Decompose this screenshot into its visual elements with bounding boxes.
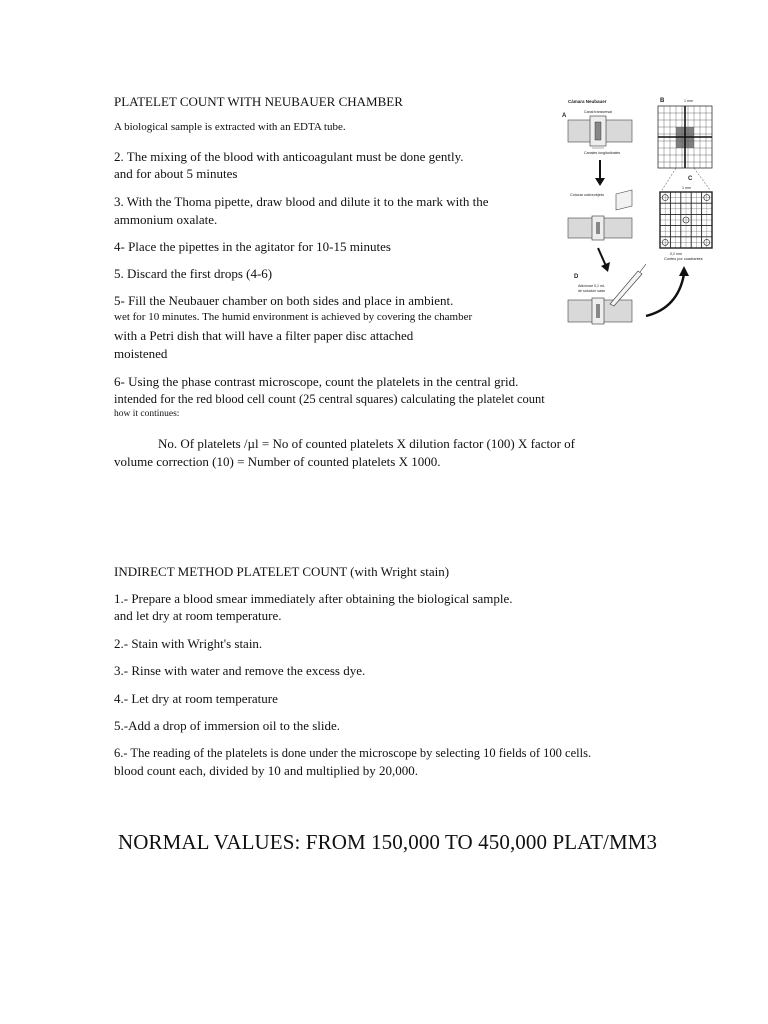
figure-label-b: B <box>660 98 665 104</box>
central-grid-c <box>660 192 712 248</box>
arrow-colocar-to-d <box>598 248 606 266</box>
neubauer-chamber-figure <box>560 94 716 328</box>
normal-values-heading: NORMAL VALUES: FROM 150,000 TO 450,000 PLAT/MM3 <box>118 830 658 854</box>
figure-conteo-label: Conteo por cuadrantes <box>664 257 703 261</box>
section2-step5: 5.-Add a drop of immersion oil to the slide. <box>114 718 341 733</box>
section1-step1: A biological sample is extracted with an EDTA tube. <box>114 121 346 133</box>
pipette-tip <box>640 264 646 272</box>
curved-arrow-head <box>679 266 689 276</box>
coverslip <box>616 190 632 210</box>
section2-title: INDIRECT METHOD PLATELET COUNT (with Wright stain) <box>114 564 450 579</box>
section1-title: PLATELET COUNT WITH NEUBAUER CHAMBER <box>114 94 403 109</box>
figure-canales-label: Canales longitudinales <box>584 151 621 155</box>
figure-canal-label: Canal transversal <box>584 110 612 114</box>
arrow-head-a <box>595 178 605 186</box>
zoom-line-left <box>662 168 676 190</box>
section2-step6-line1: 6.- The reading of the platelets is done under the microscope by selecting 10 fields of 100 cells. <box>114 746 592 760</box>
figure-label-c: C <box>688 176 693 182</box>
figure-label-a: A <box>562 113 567 119</box>
section1-step4: 4- Place the pipettes in the agitator for 10-15 minutes <box>114 239 391 254</box>
figure-colocar-label: Colocar cubreobjeto <box>570 193 604 197</box>
figure-dim-02mm: 0,2 mm <box>670 252 682 256</box>
section1-step5b-line1: 5- Fill the Neubauer chamber on both sides and place in ambient. <box>114 293 454 308</box>
figure-adicionar-line1: Adicionar 0,1 mL <box>578 284 605 288</box>
section1-step6-line1: 6- Using the phase contrast microscope, count the platelets in the central grid. <box>114 374 519 389</box>
section1-step3-line1: 3. With the Thoma pipette, draw blood and dilute it to the mark with the <box>114 194 489 209</box>
section1-step2-line1: 2. The mixing of the blood with anticoagulant must be done gently. <box>114 149 464 164</box>
section1-step6-line2: intended for the red blood cell count (25 central squares) calculating the platelet count <box>114 392 545 406</box>
section1-step5: 5. Discard the first drops (4-6) <box>114 266 273 281</box>
figure-adicionar-line2: de solución salar <box>578 289 605 293</box>
chamber-channel-d <box>596 304 600 318</box>
section1-step5b-line4: moistened <box>114 346 168 361</box>
chamber-channel-a <box>595 122 601 140</box>
formula-line1: No. Of platelets /µl = No of counted platelets X dilution factor (100) X factor of <box>158 436 575 451</box>
section2-step1-line1: 1.- Prepare a blood smear immediately after obtaining the biological sample. <box>114 591 513 606</box>
section1-step6-line3: how it continues: <box>114 409 180 419</box>
figure-dim-1mm-b: 1 mm <box>684 99 693 103</box>
formula-line2: volume correction (10) = Number of counted platelets X 1000. <box>114 454 441 469</box>
section2-step3: 3.- Rinse with water and remove the excess dye. <box>114 663 366 678</box>
section1-step5b-line2: wet for 10 minutes. The humid environment is achieved by covering the chamber <box>114 311 473 323</box>
section2-step2: 2.- Stain with Wright's stain. <box>114 636 263 651</box>
chamber-channel-colocar <box>596 222 600 234</box>
section1-step2-line2: and for about 5 minutes <box>114 166 238 181</box>
section2-step6-line2: blood count each, divided by 10 and multiplied by 20,000. <box>114 763 419 778</box>
section2-step4: 4.- Let dry at room temperature <box>114 691 278 706</box>
figure-dim-1mm-c: 1 mm <box>682 186 691 190</box>
figure-title: Cámara Neubauer <box>568 99 607 104</box>
zoom-line-right <box>694 168 710 190</box>
curved-arrow <box>646 274 684 316</box>
section1-step3-line2: ammonium oxalate. <box>114 212 218 227</box>
section1-step5b-line3: with a Petri dish that will have a filter paper disc attached <box>114 328 414 343</box>
section2-step1-line2: and let dry at room temperature. <box>114 608 282 623</box>
figure-label-d: D <box>574 274 579 280</box>
